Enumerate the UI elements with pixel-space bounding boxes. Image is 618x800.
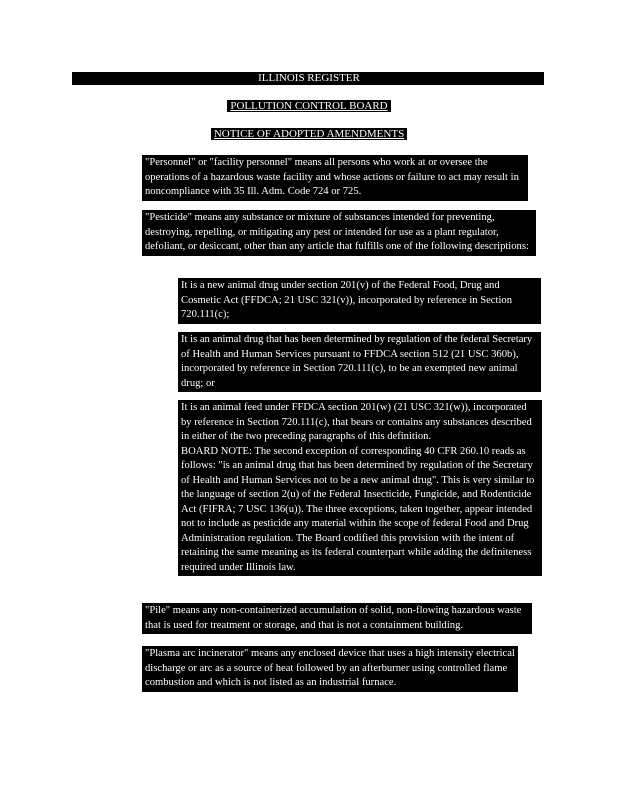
definition-pile-text: "Pile" means any non-containerized accumulation of solid, non-flowing hazardous waste that is used for treatment or storage, and that is not a containment building. <box>145 605 522 631</box>
board-note-text: BOARD NOTE: The second exception of corresponding 40 CFR 260.10 reads as follows: "is an animal drug that has been determined by regulation of the Secretary of Health and Human Services not to be a new animal drug". This is very similar to the language of section 2(u) of the Federal Insecticide, Fungicide, and Rodenticide Act (FIFRA; 7 USC 136(u)). The three exceptions, taken together, appear intended not to include as pesticide any material within the scope of federal Food and Drug Administration regulation. The Board codified this provision with the intent of retaining the same meaning as its federal counterpart while adding the definiteness required under Illinois law. <box>181 445 535 573</box>
pesticide-exception-2-text: It is an animal drug that has been determined by regulation of the federal Secretary of Health and Human Services pursuant to FFDCA section 512 (21 USC 360b), incorporated by reference in Section 720.111(c), to be an exempted new animal drug; or <box>181 334 533 389</box>
board-title <box>0 100 618 113</box>
board-title-text: POLLUTION CONTROL BOARD <box>227 100 390 112</box>
pesticide-exception-1 <box>178 278 541 324</box>
register-title-text: ILLINOIS REGISTER <box>258 72 360 84</box>
definition-personnel <box>142 155 528 201</box>
pesticide-exception-3-text: It is an animal feed under FFDCA section 201(w) (21 USC 321(w)), incorporated by reference in Section 720.111(c), that bears or contains any substances described in either of the two preceding paragraphs of this definition. <box>181 402 532 442</box>
definition-plasma-arc-incinerator <box>142 646 518 692</box>
definition-pile <box>142 603 532 634</box>
pesticide-exception-1-text: It is a new animal drug under section 201(v) of the Federal Food, Drug and Cosmetic Act (FFDCA; 21 USC 321(v)), incorporated by reference in Section 720.111(c); <box>181 280 512 320</box>
definition-personnel-text: "Personnel" or "facility personnel" means all persons who work at or oversee the operations of a hazardous waste facility and whose actions or failure to act may result in noncompliance with 35 Ill. Adm. Code 724 or 725. <box>145 157 519 197</box>
pesticide-exception-2 <box>178 332 541 392</box>
definition-pesticide-text: "Pesticide" means any substance or mixture of substances intended for preventing, destroying, repelling, or mitigating any pest or intended for use as a plant regulator, defoliant, or desiccant, other than any article that fulfills one of the following descriptions: <box>145 212 529 252</box>
notice-title-text: NOTICE OF ADOPTED AMENDMENTS <box>211 128 407 140</box>
definition-pesticide <box>142 210 536 256</box>
definition-plasma-text: "Plasma arc incinerator" means any enclosed device that uses a high intensity electrical discharge or arc as a source of heat followed by an afterburner using controlled flame combustion and which is not listed as an industrial furnace. <box>145 648 515 688</box>
notice-title <box>0 128 618 141</box>
pesticide-exception-3 <box>178 400 542 576</box>
register-title <box>0 72 618 85</box>
